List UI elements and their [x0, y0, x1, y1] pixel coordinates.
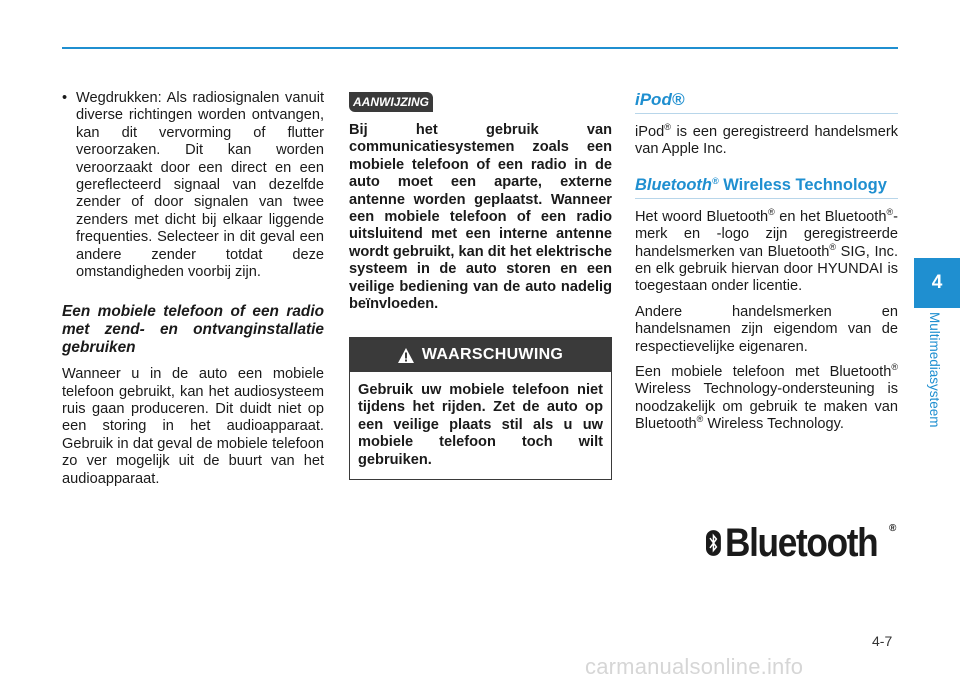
- header-rule: [62, 47, 898, 49]
- warning-box: [349, 337, 612, 480]
- page-number: 4-7: [872, 633, 893, 649]
- footer-watermark: carmanualsonline.info: [585, 654, 804, 679]
- bluetooth-wordmark: Bluetooth: [724, 521, 878, 565]
- chapter-label: Multimediasysteem: [927, 312, 942, 428]
- warning-text: Gebruik uw mobiele telefoon niet tijdens het rijden. Zet de auto op een veilige plaats stil als u uw mobiele telefoon toch wilt gebruiken.: [358, 382, 603, 468]
- bluetooth-paragraph-2: Andere handelsmerken en handelsnamen zijn eigendom van de respectievelijke eigenaren.: [635, 303, 898, 355]
- bluetooth-paragraph-1: Het woord Bluetooth® en het Bluetooth®-merk en -logo zijn geregistreerde handelsmerken van Bluetooth® SIG, Inc. en elk gebruik hiervan door HYUNDAI is toegestaan onder licentie.: [635, 206, 898, 295]
- ipod-paragraph: iPod® is een geregistreerd handelsmerk van Apple Inc.: [635, 122, 898, 158]
- column-left: [62, 90, 324, 496]
- bullet-text: Wegdrukken: Als radiosignalen vanuit diverse richtingen worden ontvangen, kan dit vervorming of flutter veroorzaken. Dit kan worden veroorzaakt door een direct en een gereflecteerd signaal van dezelfde zender of door signalen van twee zenders met dicht bij elkaar liggende frequenties. Selecteer in dit geval een andere zender totdat deze omstandigheden voorbij zijn.: [76, 90, 324, 281]
- bluetooth-logo: [706, 515, 898, 571]
- bluetooth-reg-mark: ®: [889, 523, 897, 534]
- ipod-title: iPod®: [635, 90, 898, 114]
- warning-triangle-icon: [398, 348, 414, 363]
- bluetooth-paragraph-3: Een mobiele telefoon met Bluetooth® Wireless Technology-ondersteuning is noodzakelijk om gebruik te maken van Bluetooth® Wireless Technology.: [635, 362, 898, 433]
- column-right: [635, 90, 898, 442]
- warning-label: WAARSCHUWING: [421, 346, 564, 363]
- bullet-item: [62, 90, 324, 281]
- column-middle: [349, 90, 612, 313]
- note-label: AANWIJZING: [349, 92, 433, 112]
- bullet-symbol: •: [62, 90, 68, 106]
- section-heading: Een mobiele telefoon of een radio met zend- en ontvanginstallatie gebruiken: [62, 303, 324, 356]
- bluetooth-title: Bluetooth® Wireless Technology: [635, 175, 898, 199]
- note-text: Bij het gebruik van communicatiesystemen zoals een mobiele telefoon of een radio in de auto moet een aparte, externe antenne worden geplaatst. Wanneer een mobiele telefoon of een radio uitsluitend met een interne antenne wordt gebruikt, kan dit het elektrische systeem in de auto storen en een veilige bediening van de auto nadelig beïnvloeden.: [349, 122, 612, 313]
- bluetooth-rune-icon: [706, 517, 721, 569]
- chapter-tab: 4: [914, 258, 960, 308]
- body-paragraph: Wanneer u in de auto een mobiele telefoon gebruikt, kan het audiosysteem ruis gaan produceren. Dit duidt niet op een storing in het audioapparaat. Gebruik in dat geval de mobiele telefoon zo ver mogelijk uit de buurt van het audioapparaat.: [62, 366, 324, 487]
- warning-header: [350, 338, 611, 372]
